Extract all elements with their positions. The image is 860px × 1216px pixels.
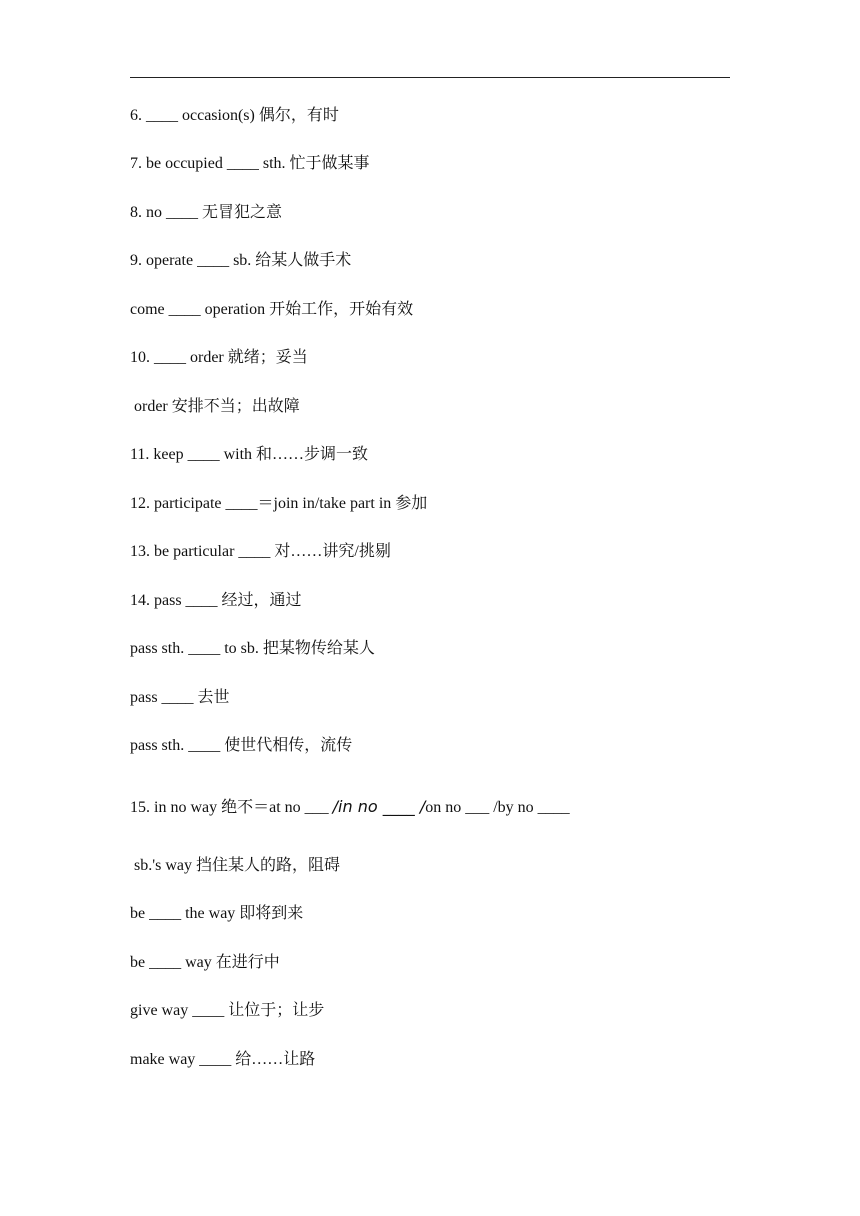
header-rule	[130, 77, 730, 78]
phrase-line: 7. be occupied ____ sth. 忙于做某事	[130, 155, 370, 172]
phrase-line: 12. participate ____＝join in/take part in 参加	[130, 495, 428, 512]
phrase-segment: on no ___ /by no ____	[425, 799, 570, 816]
phrase-line: 14. pass ____ 经过，通过	[130, 592, 302, 609]
phrase-line: 9. operate ____ sb. 给某人做手术	[130, 252, 352, 269]
phrase-line: be ____ the way 即将到来	[130, 905, 304, 922]
phrase-line: make way ____ 给……让路	[130, 1051, 316, 1068]
handwritten-segment: /in no ____ /	[332, 797, 426, 816]
phrase-line: sb.'s way 挡住某人的路，阻碍	[130, 857, 340, 874]
phrase-line: give way ____ 让位于；让步	[130, 1002, 325, 1019]
phrase-line: pass sth. ____ to sb. 把某物传给某人	[130, 640, 375, 657]
phrase-line: come ____ operation 开始工作，开始有效	[130, 301, 414, 318]
phrase-line: be ____ way 在进行中	[130, 954, 280, 971]
phrase-line-15	[130, 797, 570, 818]
phrase-line: order 安排不当；出故障	[130, 398, 300, 415]
phrase-segment: 15. in no way 绝不＝at no ___	[130, 799, 333, 816]
phrase-line: pass ____ 去世	[130, 689, 230, 706]
phrase-line: 11. keep ____ with 和……步调一致	[130, 446, 369, 463]
phrase-line: 13. be particular ____ 对……讲究/挑剔	[130, 543, 391, 560]
phrase-line: 6. ____ occasion(s) 偶尔，有时	[130, 107, 339, 124]
phrase-line: 10. ____ order 就绪；妥当	[130, 349, 308, 366]
phrase-line: pass sth. ____ 使世代相传，流传	[130, 737, 353, 754]
phrase-line: 8. no ____ 无冒犯之意	[130, 204, 283, 221]
